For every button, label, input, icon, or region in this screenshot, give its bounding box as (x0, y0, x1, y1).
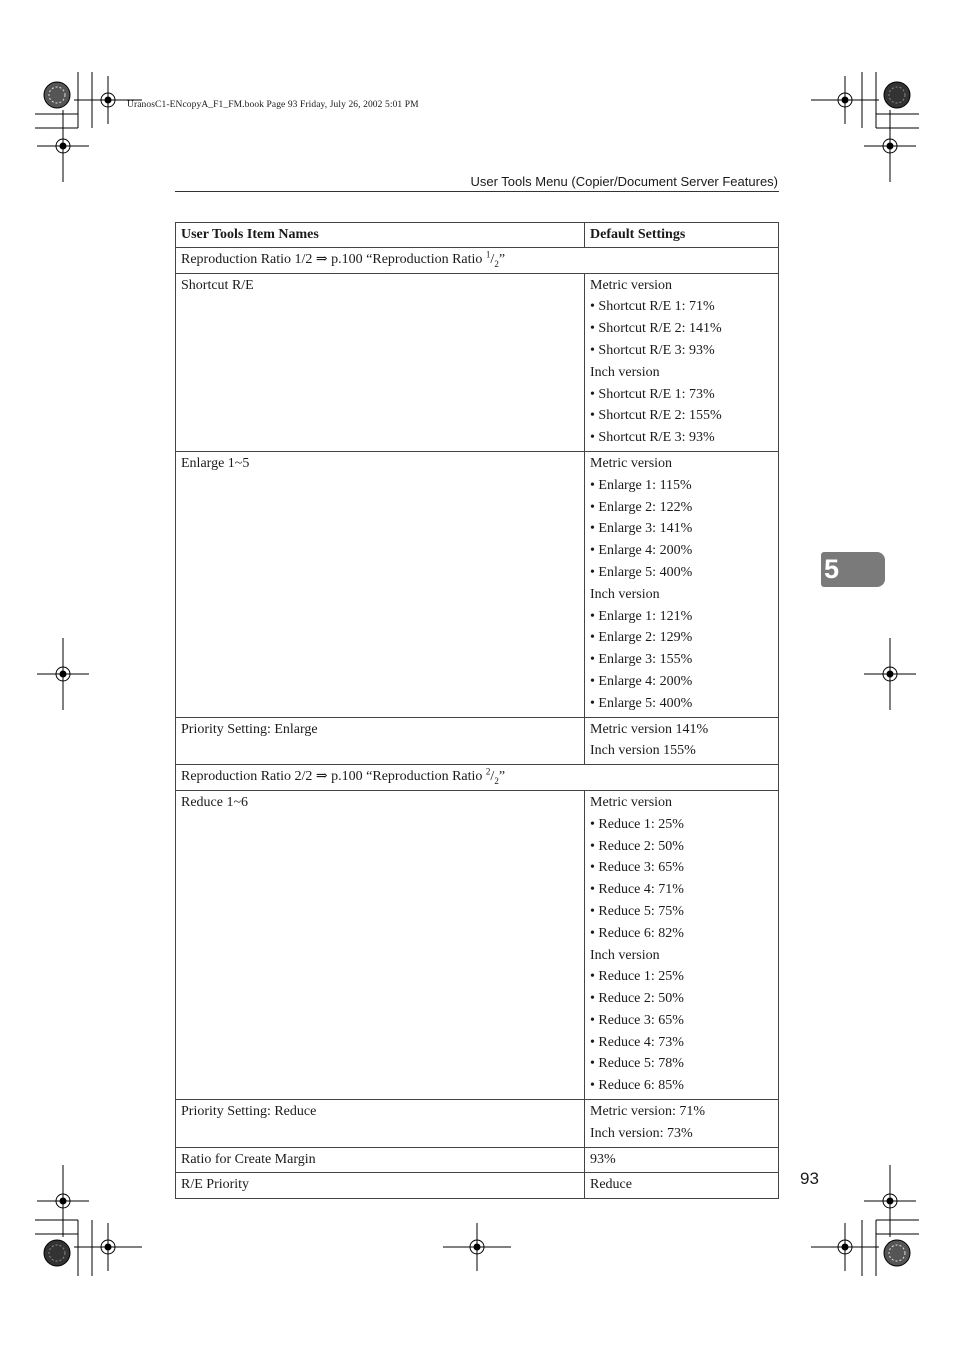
setting-line: • Shortcut R/E 2: 141% (590, 321, 722, 337)
section-row-reproduction-ratio-2 (176, 765, 779, 791)
closing-quote: ” (498, 251, 506, 267)
table-row (176, 451, 779, 717)
item-name: Reduce 1~6 (176, 790, 585, 1099)
running-header: User Tools Menu (Copier/Document Server Features) (470, 174, 778, 189)
setting-line: • Reduce 3: 65% (590, 860, 684, 876)
setting-line: • Reduce 2: 50% (590, 991, 684, 1007)
setting-line: • Reduce 6: 82% (590, 925, 684, 941)
item-name: Priority Setting: Enlarge (176, 717, 585, 765)
setting-line: Metric version (590, 794, 673, 810)
setting-line: Inch version 155% (590, 743, 696, 759)
setting-line: • Reduce 4: 73% (590, 1034, 684, 1050)
setting-line: • Enlarge 5: 400% (590, 695, 693, 711)
setting-line: • Reduce 1: 25% (590, 816, 684, 832)
setting-line: • Enlarge 2: 122% (590, 499, 693, 515)
fraction-numerator: 1 (485, 249, 491, 260)
fraction-slash: / (490, 251, 495, 267)
closing-quote: ” (498, 769, 506, 785)
setting-line: • Reduce 2: 50% (590, 838, 684, 854)
setting-line: • Enlarge 1: 121% (590, 608, 693, 624)
setting-line: Metric version 141% (590, 721, 709, 737)
setting-line: • Enlarge 2: 129% (590, 630, 693, 646)
default-settings (585, 1147, 779, 1173)
table-row (176, 273, 779, 451)
setting-line: Inch version: 73% (590, 1125, 693, 1141)
chapter-tab: 5 (821, 552, 885, 587)
fraction-slash: / (490, 769, 495, 785)
header-rule (175, 191, 779, 192)
table-header-row (176, 223, 779, 248)
item-name: R/E Priority (176, 1173, 585, 1199)
setting-line: • Shortcut R/E 3: 93% (590, 342, 715, 358)
table-row (176, 717, 779, 765)
setting-line: • Enlarge 3: 155% (590, 652, 693, 668)
section-heading (176, 765, 779, 791)
setting-line: Reduce (590, 1177, 632, 1193)
table-row (176, 1100, 779, 1148)
setting-line: • Enlarge 3: 141% (590, 521, 693, 537)
setting-line: • Shortcut R/E 3: 93% (590, 430, 715, 446)
table-row (176, 790, 779, 1099)
column-header-default-settings: Default Settings (585, 223, 779, 248)
setting-line: • Enlarge 4: 200% (590, 543, 693, 559)
setting-line: • Shortcut R/E 2: 155% (590, 408, 722, 424)
default-settings (585, 1100, 779, 1148)
setting-line: • Reduce 6: 85% (590, 1078, 684, 1094)
setting-line: • Reduce 3: 65% (590, 1012, 684, 1028)
setting-line: • Enlarge 5: 400% (590, 564, 693, 580)
setting-line: Metric version (590, 455, 673, 471)
fraction-denominator: 2 (494, 775, 499, 786)
default-settings (585, 790, 779, 1099)
fraction-denominator: 2 (494, 258, 499, 269)
section-row-reproduction-ratio-1 (176, 247, 779, 273)
setting-line: Inch version (590, 947, 660, 963)
section-heading (176, 247, 779, 273)
file-info: UranosC1-ENcopyA_F1_FM.book Page 93 Friday, July 26, 2002 5:01 PM (127, 100, 419, 110)
default-settings (585, 1173, 779, 1199)
default-settings (585, 273, 779, 451)
item-name: Ratio for Create Margin (176, 1147, 585, 1173)
column-header-item-names: User Tools Item Names (176, 223, 585, 248)
section-heading-text: Reproduction Ratio 2/2 ⇒ p.100 “Reproduction Ratio (181, 769, 486, 785)
setting-line: • Reduce 5: 78% (590, 1056, 684, 1072)
setting-line: Inch version (590, 364, 660, 380)
item-name: Priority Setting: Reduce (176, 1100, 585, 1148)
setting-line: • Enlarge 1: 115% (590, 477, 692, 493)
setting-line: • Reduce 5: 75% (590, 903, 684, 919)
section-heading-text: Reproduction Ratio 1/2 ⇒ p.100 “Reproduction Ratio (181, 251, 486, 267)
item-name: Enlarge 1~5 (176, 451, 585, 717)
setting-line: • Reduce 4: 71% (590, 882, 684, 898)
page-number: 93 (800, 1169, 819, 1188)
default-settings (585, 717, 779, 765)
table-row (176, 1173, 779, 1199)
fraction-numerator: 2 (485, 766, 491, 777)
setting-line: • Shortcut R/E 1: 71% (590, 299, 715, 315)
default-settings (585, 451, 779, 717)
user-tools-table (175, 222, 779, 1199)
item-name: Shortcut R/E (176, 273, 585, 451)
setting-line: • Enlarge 4: 200% (590, 673, 693, 689)
table-row (176, 1147, 779, 1173)
setting-line: • Reduce 1: 25% (590, 969, 684, 985)
setting-line: Metric version (590, 277, 673, 293)
setting-line: 93% (590, 1151, 616, 1167)
setting-line: • Shortcut R/E 1: 73% (590, 386, 715, 402)
setting-line: Inch version (590, 586, 660, 602)
setting-line: Metric version: 71% (590, 1104, 706, 1120)
